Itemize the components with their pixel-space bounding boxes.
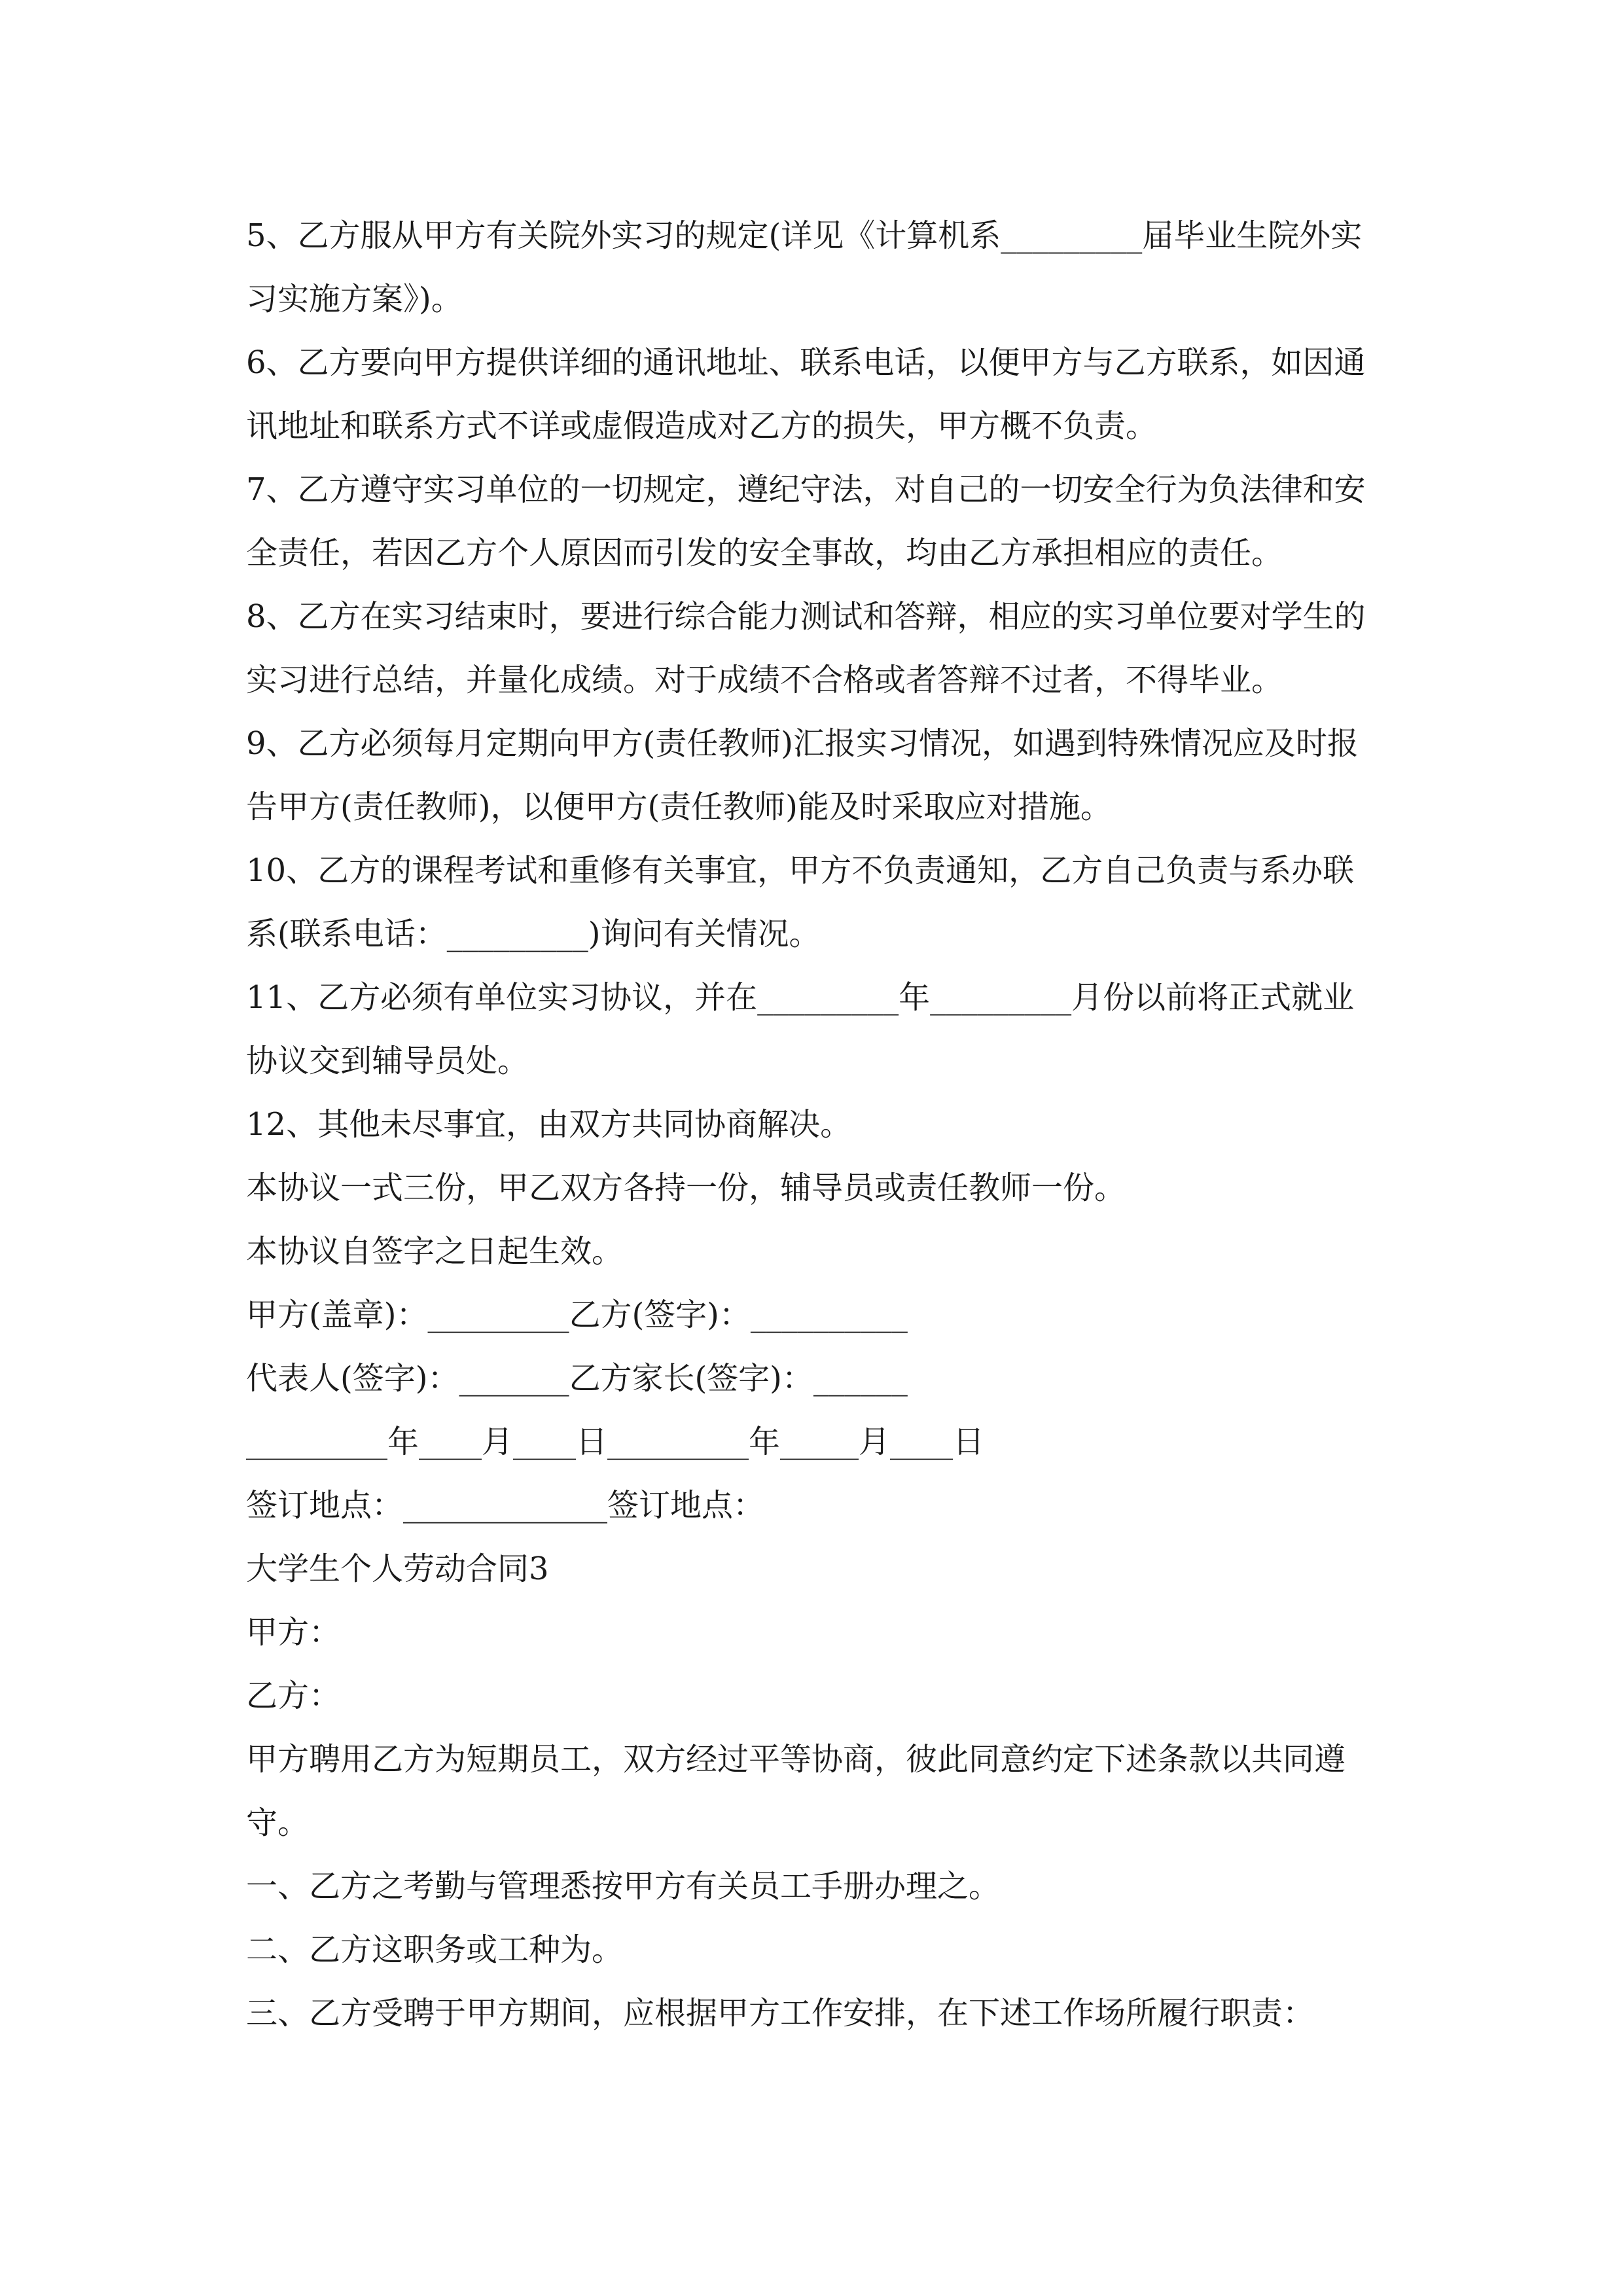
contract-title: 大学生个人劳动合同3 <box>246 1551 549 1587</box>
party-b-line: 乙方： <box>246 1677 341 1714</box>
article-3: 三、乙方受聘于甲方期间，应根据甲方工作安排，在下述工作场所履行职责： <box>246 1995 1315 2032</box>
clause-10: 10、乙方的课程考试和重修有关事宜，甲方不负责通知，乙方自己负责与系办联系(联系电话：_________)询问有关情况。 <box>246 852 1355 952</box>
contract-preamble: 甲方聘用乙方为短期员工，双方经过平等协商，彼此同意约定下述条款以共同遵守。 <box>246 1741 1346 1841</box>
clause-8: 8、乙方在实习结束时，要进行综合能力测试和答辩，相应的实习单位要对学生的实习进行总结，并量化成绩。对于成绩不合格或者答辩不过者，不得毕业。 <box>246 598 1366 698</box>
clause-6: 6、乙方要向甲方提供详细的通讯地址、联系电话，以便甲方与乙方联系，如因通讯地址和联系方式不详或虚假造成对乙方的损失，甲方概不负责。 <box>246 344 1366 444</box>
document-body <box>246 204 1385 2045</box>
clause-5: 5、乙方服从甲方有关院外实习的规定(详见《计算机系_________届毕业生院外实习实施方案》)。 <box>246 217 1363 317</box>
clause-7: 7、乙方遵守实习单位的一切规定，遵纪守法，对自己的一切安全行为负法律和安全责任，若因乙方个人原因而引发的安全事故，均由乙方承担相应的责任。 <box>246 471 1366 571</box>
clause-12: 12、其他未尽事宜，由双方共同协商解决。 <box>246 1106 852 1143</box>
effective-statement: 本协议自签字之日起生效。 <box>246 1233 624 1270</box>
signature-line-representatives: 代表人(签字)：_______乙方家长(签字)：______ <box>246 1360 908 1397</box>
copies-statement: 本协议一式三份，甲乙双方各持一份，辅导员或责任教师一份。 <box>246 1170 1126 1206</box>
article-1: 一、乙方之考勤与管理悉按甲方有关员工手册办理之。 <box>246 1868 1001 1905</box>
clause-9: 9、乙方必须每月定期向甲方(责任教师)汇报实习情况，如遇到特殊情况应及时报告甲方(责任教师)，以便甲方(责任教师)能及时采取应对措施。 <box>246 725 1359 825</box>
signature-line-parties: 甲方(盖章)：_________乙方(签字)：__________ <box>246 1297 908 1333</box>
date-line: _________年____月____日_________年_____月____日 <box>246 1424 985 1460</box>
signing-location-line: 签订地点：_____________签订地点： <box>246 1487 765 1524</box>
party-a-line: 甲方： <box>246 1614 341 1651</box>
article-2: 二、乙方这职务或工种为。 <box>246 1931 624 1968</box>
clause-11: 11、乙方必须有单位实习协议，并在_________年_________月份以前将正式就业协议交到辅导员处。 <box>246 979 1355 1079</box>
